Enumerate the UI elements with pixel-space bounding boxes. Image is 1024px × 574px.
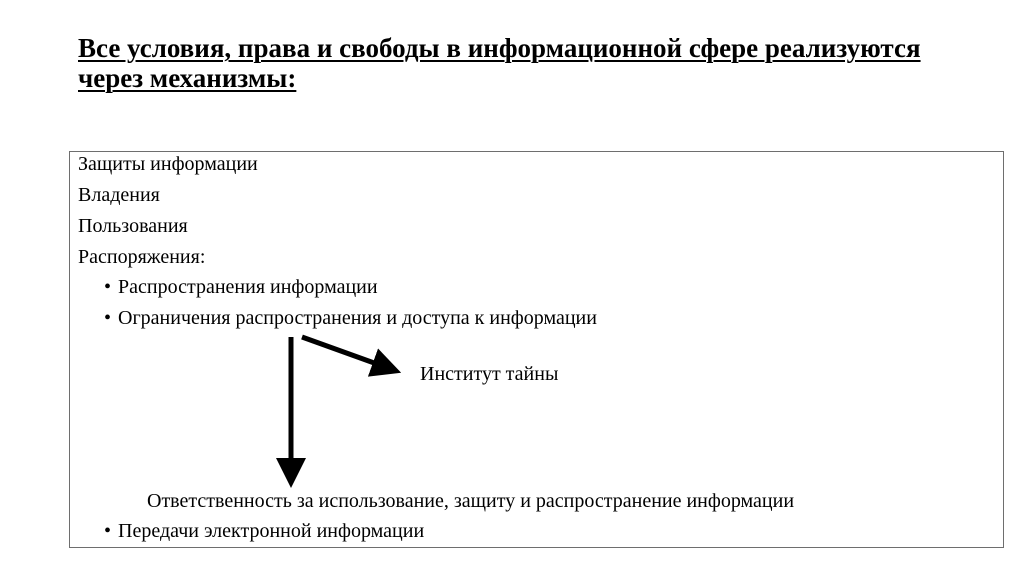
item-information-protection: Защиты информации — [78, 153, 258, 175]
item-possession: Владения — [78, 184, 160, 206]
slide-title: Все условия, права и свободы в информационной сфере реализуются через механизмы: — [78, 33, 921, 93]
institute-label: Институт тайны — [420, 363, 559, 385]
arrow-to-institute — [302, 337, 388, 368]
subitem-electronic-transfer — [104, 519, 424, 543]
subitem-electronic-transfer-label: • Передачи электронной информации — [104, 520, 424, 542]
subitem-restriction-label: • Ограничения распространения и доступа к информации — [104, 307, 597, 329]
subitem-distribution-label: • Распространения информации — [104, 276, 378, 298]
item-disposal: Распоряжения: — [78, 246, 206, 268]
item-usage: Пользования — [78, 215, 188, 237]
responsibility-label: Ответственность за использование, защиту и распространение информации — [147, 490, 795, 512]
